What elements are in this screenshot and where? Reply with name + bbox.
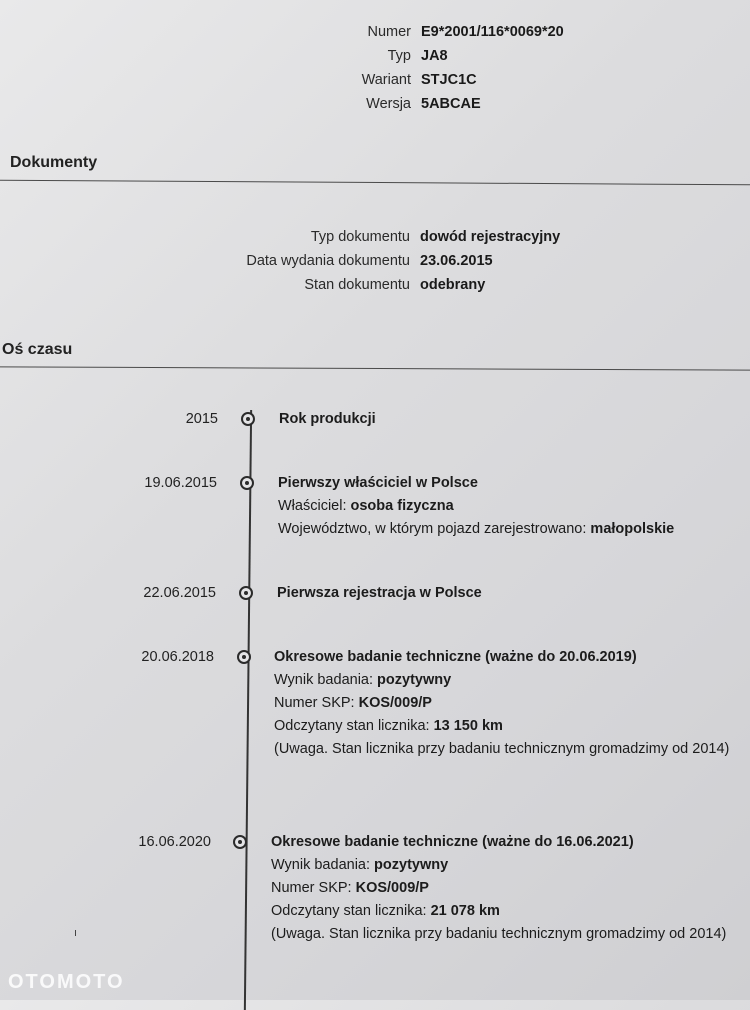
detail-label: Odczytany stan licznika: — [274, 718, 434, 734]
vehicle-row-numer — [280, 20, 564, 44]
detail-label: Właściciel: — [278, 498, 351, 514]
documents-key: Data wydania dokumentu — [246, 253, 410, 269]
event-detail — [271, 900, 736, 923]
timeline-dot-icon — [237, 650, 251, 664]
timeline-dot-icon — [240, 476, 254, 490]
event-detail — [274, 715, 734, 738]
timeline-dot-icon — [241, 412, 255, 426]
event-detail — [278, 495, 674, 518]
vehicle-value: STJC1C — [421, 72, 477, 88]
documents-info — [200, 225, 560, 297]
documents-value: 23.06.2015 — [420, 253, 493, 269]
event-date: 16.06.2020 — [138, 834, 211, 850]
timeline-divider — [0, 366, 750, 370]
vehicle-value: E9*2001/116*0069*20 — [421, 24, 564, 40]
vehicle-info — [280, 20, 564, 116]
event-detail — [271, 854, 736, 877]
event-title: Okresowe badanie techniczne (ważne do 20.06.2019) — [274, 649, 637, 665]
detail-value: 13 150 km — [433, 718, 503, 734]
documents-row — [200, 225, 560, 249]
detail-label: (Uwaga. Stan licznika przy badaniu technicznym gromadzimy od 2014) — [274, 741, 730, 757]
event-date: 22.06.2015 — [143, 585, 216, 601]
vehicle-key: Numer — [367, 24, 411, 40]
vehicle-row-wersja — [280, 92, 564, 116]
detail-value: KOS/009/P — [355, 880, 429, 896]
documents-value: odebrany — [420, 277, 486, 293]
timeline-axis — [244, 410, 252, 1010]
vehicle-value: JA8 — [421, 48, 448, 64]
detail-value: pozytywny — [377, 672, 452, 688]
otomoto-watermark-logo: OTOMOTO — [8, 971, 125, 993]
documents-row — [200, 249, 560, 273]
documents-value: dowód rejestracyjny — [420, 229, 561, 245]
detail-label: Województwo, w którym pojazd zarejestrowano: — [278, 521, 591, 537]
event-note — [271, 923, 736, 946]
event-note — [274, 738, 734, 761]
detail-value: osoba fizyczna — [350, 498, 454, 514]
detail-label: Numer SKP: — [271, 880, 356, 896]
timeline-dot-icon — [233, 835, 247, 849]
event-title: Rok produkcji — [279, 411, 376, 427]
detail-value: 21 078 km — [430, 903, 500, 919]
documents-key: Stan dokumentu — [304, 277, 410, 293]
event-detail — [274, 669, 734, 692]
event-date: 2015 — [185, 411, 218, 427]
event-date: 20.06.2018 — [141, 649, 214, 665]
paper-mark — [75, 930, 76, 936]
vehicle-key: Wariant — [361, 72, 411, 88]
vehicle-row-typ — [280, 44, 564, 68]
documents-key: Typ dokumentu — [310, 229, 410, 245]
event-title: Pierwsza rejestracja w Polsce — [277, 585, 482, 601]
detail-label: Odczytany stan licznika: — [271, 903, 431, 919]
timeline-dot-icon — [239, 586, 253, 600]
timeline-section-title: Oś czasu — [2, 341, 73, 358]
event-title: Okresowe badanie techniczne (ważne do 16.06.2021) — [271, 834, 634, 850]
detail-value: małopolskie — [590, 521, 675, 537]
documents-section-title: Dokumenty — [10, 154, 98, 171]
event-date: 19.06.2015 — [144, 475, 217, 491]
detail-label: Wynik badania: — [271, 857, 375, 873]
vehicle-value: 5ABCAE — [421, 96, 481, 112]
documents-row — [200, 273, 560, 297]
vehicle-key: Wersja — [366, 96, 411, 112]
event-detail — [271, 877, 736, 900]
documents-divider — [0, 180, 750, 186]
event-detail — [278, 518, 674, 541]
vehicle-key: Typ — [387, 48, 411, 64]
detail-label: (Uwaga. Stan licznika przy badaniu technicznym gromadzimy od 2014) — [271, 926, 727, 942]
detail-value: pozytywny — [374, 857, 449, 873]
detail-label: Numer SKP: — [274, 695, 359, 711]
detail-value: KOS/009/P — [358, 695, 432, 711]
vehicle-row-wariant — [280, 68, 564, 92]
detail-label: Wynik badania: — [274, 672, 378, 688]
event-detail — [274, 692, 734, 715]
event-title: Pierwszy właściciel w Polsce — [278, 475, 478, 491]
